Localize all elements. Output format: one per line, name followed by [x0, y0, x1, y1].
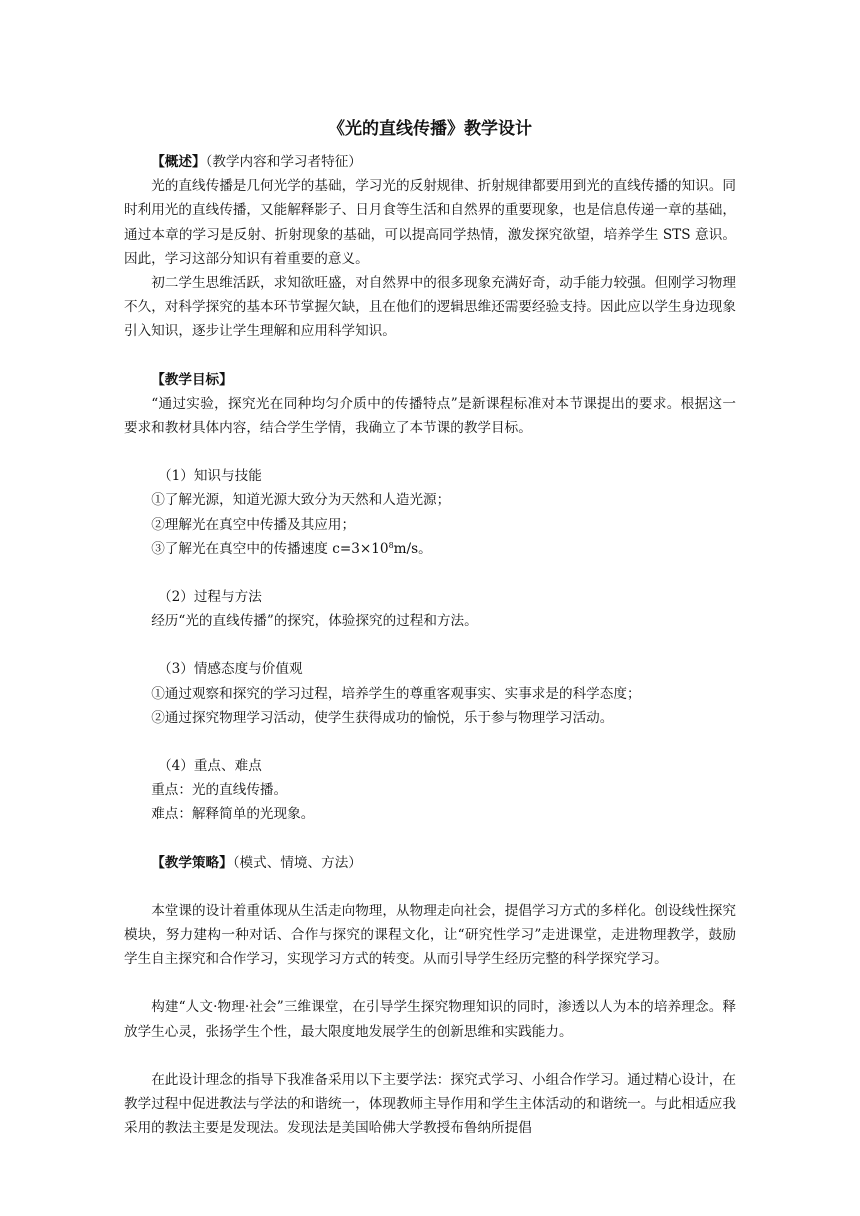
overview-heading-line	[124, 150, 736, 174]
goal-section-3-item-2: ②通过探究物理学习活动，使学生获得成功的愉悦，乐于参与物理学习活动。	[151, 709, 614, 726]
strategy-note: （模式、情境、方法）	[232, 854, 362, 871]
goal-section-4-item-1: 重点：光的直线传播。	[151, 782, 288, 799]
strategy-paragraph-2: 构建“人文·物理·社会”三维课堂，在引导学生探究物理知识的同时，渗透以人为本的培养理念。释放学生心灵，张扬学生个性，最大限度地发展学生的创新思维和实践能力。	[124, 999, 736, 1040]
goal-section-3-title: （3）情感态度与价值观	[158, 661, 303, 678]
goal-section-2-title: （2）过程与方法	[158, 589, 262, 606]
overview-note: （教学内容和学习者特征）	[205, 154, 362, 170]
overview-paragraph-1: 光的直线传播是几何光学的基础，学习光的反射规律、折射规律都要用到光的直线传播的知识。同时利用光的直线传播，又能解释影子、日月食等生活和自然界的重要现象，也是信息传递一章的基础，通过本章的学习是反射、折射现象的基础，可以提高同学热情，激发探究欲望，培养学生 STS 意识。因此，学习这部分知识有着重要的意义。	[124, 178, 736, 267]
strategy-heading: 【教学策略】	[151, 854, 233, 871]
goal-section-1-item-2: ②理解光在真空中传播及其应用；	[151, 516, 356, 533]
exponent: 8	[388, 540, 394, 550]
goals-paragraph-1: “通过实验，探究光在同种均匀介质中的传播特点”是新课程标准对本节课提出的要求。根据这一要求和教材具体内容，结合学生学情，我确立了本节课的教学目标。	[124, 395, 736, 437]
strategy-paragraph-3: 在此设计理念的指导下我准备采用以下主要学法：探究式学习、小组合作学习。通过精心设计，在教学过程中促进教法与学法的和谐统一，体现教师主导作用和学生主体活动的和谐统一。与此相适应我采用的教法主要是发现法。发现法是美国哈佛大学教授布鲁纳所提倡	[124, 1071, 736, 1137]
overview-paragraph-2: 初二学生思维活跃，求知欲旺盛，对自然界中的很多现象充满好奇，动手能力较强。但刚学习物理不久，对科学探究的基本环节掌握欠缺，且在他们的逻辑思维还需要经验支持。因此应以学生身边现象引入知识，逐步让学生理解和应用科学知识。	[124, 275, 736, 340]
strategy-heading-line	[124, 851, 736, 875]
goal-section-4-item-2: 难点：解释简单的光现象。	[151, 806, 315, 823]
strategy-paragraph-1: 本堂课的设计着重体现从生活走向物理，从物理走向社会，提倡学习方式的多样化。创设线性探究模块，努力建构一种对话、合作与探究的课程文化，让“研究性学习”走进课堂，走进物理教学，鼓励学生自主探究和合作学习，实现学习方式的转变。从而引导学生经历完整的科学探究学习。	[124, 902, 736, 968]
overview-heading: 【概述】	[151, 154, 206, 170]
goals-heading-line	[124, 368, 736, 392]
goal-section-1-item-3: ③了解光在真空中的传播速度 $c=3\times 10^8m/s$。	[151, 540, 432, 557]
goal-section-2-item-1: 经历“光的直线传播”的探究，体验探究的过程和方法。	[151, 613, 478, 630]
document-body	[124, 116, 736, 1141]
document-title: 《光的直线传播》教学设计	[328, 119, 532, 139]
goals-heading: 【教学目标】	[151, 371, 233, 388]
goal-section-4-title: （4）重点、难点	[158, 758, 262, 775]
goal-section-1-item-1: ①了解光源，知道光源大致分为天然和人造光源；	[151, 492, 451, 509]
goal-section-3-item-1: ①通过观察和探究的学习过程，培养学生的尊重客观事实、实事求是的科学态度；	[151, 685, 641, 702]
goal-section-1-title: （1）知识与技能	[158, 468, 262, 485]
